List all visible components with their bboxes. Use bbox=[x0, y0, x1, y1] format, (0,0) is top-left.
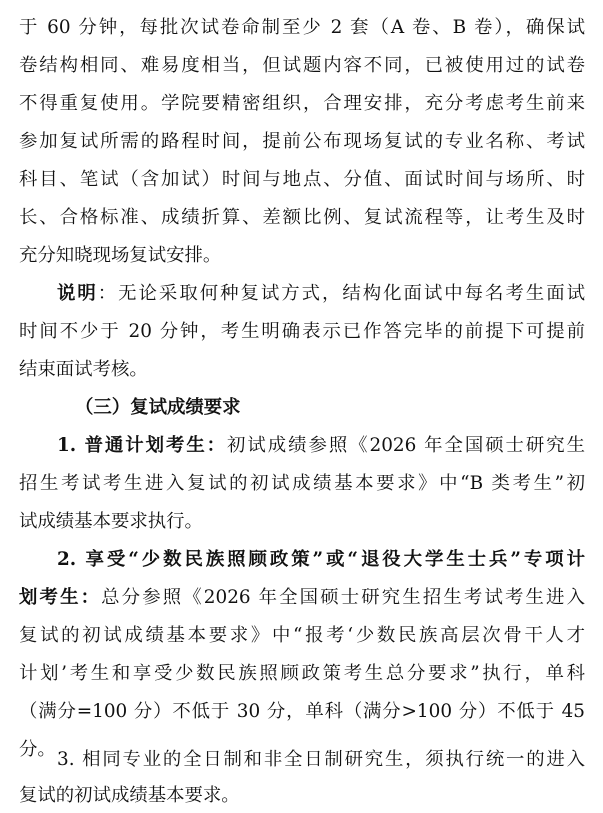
note-line-1-text: ：无论采取何种复试方式，结构化面试中每名考生面试 bbox=[97, 283, 585, 304]
note-line-3: 结束面试考核。 bbox=[19, 359, 148, 380]
item-2-line-2-text: 总分参照《2026 年全国硕士研究生招生考试考生进入 bbox=[101, 587, 585, 608]
item-2-line-6: 分。 bbox=[19, 739, 56, 760]
paragraph-1-line-5: 科目、笔试（含加试）时间与地点、分值、面试时间与场所、时 bbox=[19, 169, 585, 190]
paragraph-1-line-4: 参加复试所需的路程时间，提前公布现场复试的专业名称、考试 bbox=[19, 131, 585, 152]
item-1-line-3: 试成绩基本要求执行。 bbox=[19, 511, 203, 532]
item-2-line-3: 复试的初试成绩基本要求》中“报考‘少数民族高层次骨干人才 bbox=[19, 625, 585, 646]
paragraph-1-line-1: 于 60 分钟，每批次试卷命制至少 2 套（A 卷、B 卷），确保试 bbox=[19, 17, 585, 38]
paragraph-1-line-2: 卷结构相同、难易度相当，但试题内容不同，已被使用过的试卷 bbox=[19, 55, 585, 76]
item-2-line-4: 计划’考生和享受少数民族照顾政策考生总分要求”执行，单科 bbox=[19, 663, 585, 684]
item-1-label: 1. 普通计划考生： bbox=[57, 435, 228, 456]
note-line-2: 时间不少于 20 分钟，考生明确表示已作答完毕的前提下可提前 bbox=[19, 321, 585, 342]
section-heading: （三）复试成绩要求 bbox=[75, 397, 241, 418]
item-2-label-line-2: 划考生： bbox=[19, 587, 102, 608]
paragraph-1-line-3: 不得重复使用。学院要精密组织，合理安排，充分考虑考生前来 bbox=[19, 93, 585, 114]
item-3-line-1: 3. 相同专业的全日制和非全日制研究生，须执行统一的进入 bbox=[57, 749, 585, 770]
note-line-1 bbox=[19, 277, 585, 311]
paragraph-1-line-7: 充分知晓现场复试安排。 bbox=[19, 245, 222, 266]
item-2-label-line-1: 2. 享受“少数民族照顾政策”或“退役大学生士兵”专项计 bbox=[57, 549, 585, 570]
item-2-line-2 bbox=[19, 581, 585, 615]
item-1-line-1-text: 初试成绩参照《2026 年全国硕士研究生 bbox=[227, 435, 585, 456]
note-label: 说明 bbox=[57, 283, 98, 304]
item-3-line-2: 复试的初试成绩基本要求。 bbox=[19, 785, 240, 806]
paragraph-1-line-6: 长、合格标准、成绩折算、差额比例、复试流程等，让考生及时 bbox=[19, 207, 585, 228]
item-1-line-1 bbox=[19, 429, 585, 463]
item-1-line-2: 招生考试考生进入复试的初试成绩基本要求》中“B 类考生”初 bbox=[19, 473, 585, 494]
item-2-line-5: （满分=100 分）不低于 30 分，单科（满分>100 分）不低于 45 bbox=[19, 701, 585, 722]
